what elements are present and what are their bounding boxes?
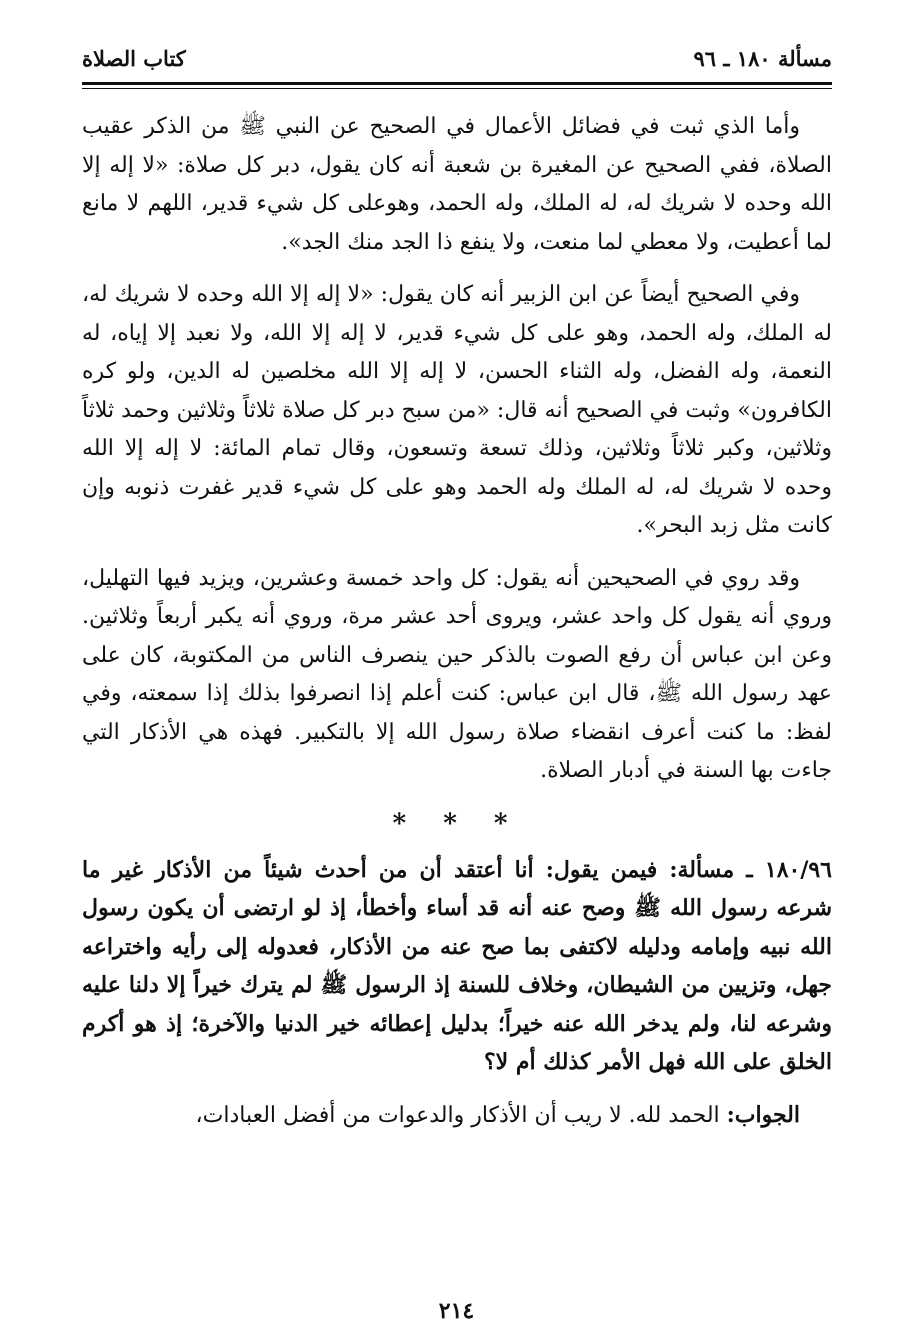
- answer-paragraph: [82, 1096, 832, 1136]
- page-number: ٢١٤: [438, 1298, 475, 1324]
- header-section: مسألة ١٨٠ ـ ٩٦: [693, 46, 832, 71]
- paragraph-3: وقد روي في الصحيحين أنه يقول: كل واحد خمسة وعشرين، ويزيد فيها التهليل، وروي أنه يقول كل واحد عشر، ويروى أحد عشر مرة، وروي أنه يكبر أربعاً وثلاثين. وعن ابن عباس أن رفع الصوت بالذكر حين ينصرف الناس من المكتوبة، كان على عهد رسول الله ﷺ، قال ابن عباس: كنت أعلم إذا انصرفوا بذلك إذا سمعته، وفي لفظ: ما كنت أعرف انقضاء صلاة رسول الله إلا بالتكبير. فهذه هي الأذكار التي جاءت بها السنة في أدبار الصلاة.: [82, 565, 832, 783]
- answer-text: الحمد لله. لا ريب أن الأذكار والدعوات من أفضل العبادات،: [195, 1102, 720, 1128]
- header-book-title: كتاب الصلاة: [82, 46, 186, 71]
- header-rule-thick: [82, 82, 832, 85]
- body-text: [82, 108, 832, 1135]
- paragraph-1: وأما الذي ثبت في فضائل الأعمال في الصحيح عن النبي ﷺ من الذكر عقيب الصلاة، ففي الصحيح عن المغيرة بن شعبة أنه كان يقول، دبر كل صلاة: «لا إله إلا الله وحده لا شريك له، له الملك، وله الحمد، وهوعلى كل شيء قدير، اللهم لا مانع لما أعطيت، ولا معطي لما منعت، ولا ينفع ذا الجد منك الجد».: [82, 114, 832, 255]
- header-rule-thin: [82, 88, 832, 89]
- question-paragraph: ١٨٠/٩٦ ـ مسألة: فيمن يقول: أنا أعتقد أن من أحدث شيئاً من الأذكار غير ما شرعه رسول الله ﷺ وصح عنه أنه قد أساء وأخطأ، إذ لو ارتضى أن يكون رسول الله نبيه وإمامه ودليله لاكتفى بما صح عنه من الأذكار، فعدوله إلى رأيه واختراعه جهل، وتزيين من الشيطان، وخلاف للسنة إذ الرسول ﷺ لم يترك خيراً إلا دلنا عليه وشرعه لنا، ولم يدخر الله عنه خيراً؛ بدليل إعطائه خير الدنيا والآخرة؛ إذ هو أكرم الخلق على الله فهل الأمر كذلك أم لا؟: [82, 856, 833, 1075]
- page-header: [82, 46, 832, 80]
- answer-label: الجواب:: [726, 1101, 800, 1128]
- paragraph-2: وفي الصحيح أيضاً عن ابن الزبير أنه كان يقول: «لا إله إلا الله وحده لا شريك له، له الملك، وله الحمد، وهو على كل شيء قدير، لا إله إلا الله، ولا نعبد إلا إياه، له النعمة، وله الفضل، وله الثناء الحسن، لا إله إلا الله مخلصين له الدين، ولو كره الكافرون» وثبت في الصحيح أنه قال: «من سبح دبر كل صلاة ثلاثاً وثلاثين وحمد ثلاثاً وثلاثين، وكبر ثلاثاً وثلاثين، وذلك تسعة وتسعون، وقال تمام المائة: لا إله إلا الله وحده لا شريك له، له الملك وله الحمد وهو على كل شيء قدير غفرت ذنوبه وإن كانت مثل زبد البحر».: [82, 282, 832, 538]
- section-separator: * * *: [392, 808, 522, 839]
